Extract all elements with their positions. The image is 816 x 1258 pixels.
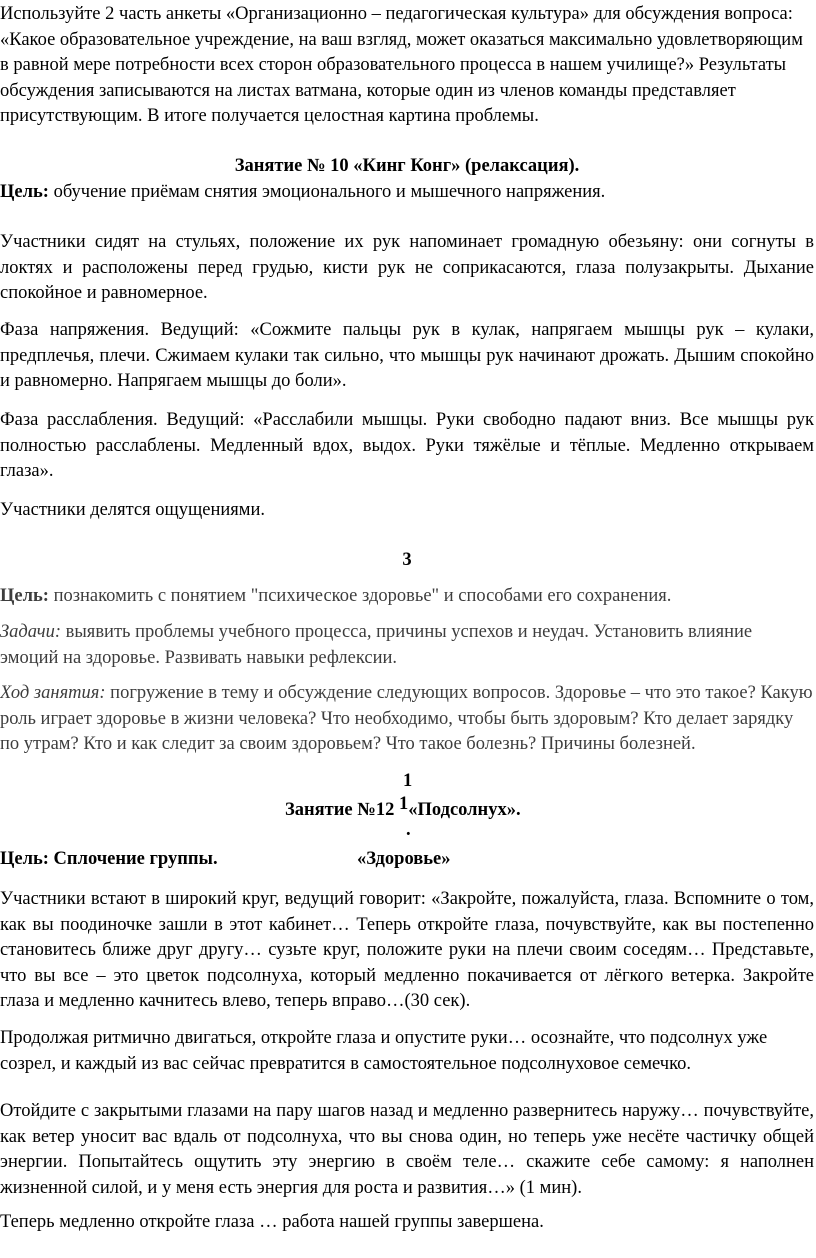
lesson12-goal: Цель: Сплочение группы. xyxy=(0,849,218,869)
goal-label: Цель: xyxy=(0,182,49,202)
goal-text: познакомить с понятием "психическое здоровье" и способами его сохранения. xyxy=(48,586,672,606)
tasks-label: Задачи: xyxy=(0,622,62,642)
lesson12-paragraph-4: Теперь медленно откройте глаза … работа нашей группы завершена. xyxy=(0,1212,544,1232)
goal-text: обучение приёмам снятия эмоционального и мышечного напряжения. xyxy=(48,182,606,202)
overlay-number-one-inline: 1 xyxy=(398,794,409,814)
course-text: погружение в тему и обсуждение следующих вопросов. Здоровье – что это такое? Какую роль играет здоровье в жизни человека? Что необходимо, чтобы быть здоровым? Кто делает зарядку по утрам? Кто и как следит за своим здоровьем? Что такое болезнь? Причины болезней. xyxy=(0,683,813,754)
overlay-health-label: «Здоровье» xyxy=(357,849,451,869)
lesson10-title: Занятие № 10 «Кинг Конг» (релаксация). xyxy=(234,156,580,176)
lesson10-paragraph-1: Участники сидят на стульях, положение их рук напоминает громадную обезьяну: они согнуты в локтях и расположены перед грудью, кисти рук не соприкасаются, глаза полузакрыты. Дыхание спокойное и равномерное. xyxy=(0,232,814,303)
lesson12-paragraph-3: Отойдите с закрытыми глазами на пару шагов назад и медленно развернитесь наружу… почувствуйте, как ветер уносит вас вдаль от подсолнуха, что вы снова один, но теперь уже несёте частичку общей энергии. Попытайтесь ощутить эту энергию в своём теле… скажите себе самому: я наполнен жизненной силой, и у меня есть энергия для роста и развития…» (1 мин). xyxy=(0,1101,814,1198)
course-label: Ход занятия: xyxy=(0,683,106,703)
intro-paragraph: Используйте 2 часть анкеты «Организационно – педагогическая культура» для обсуждения вопроса: «Какое образовательное учреждение, на ваш взгляд, может оказаться максимально удовлетворяющим в равной мере потребности всех сторон образовательного процесса в нашем училище?» Результаты обсуждения записываются на листах ватмана, которые один из членов команды представляет присутствующим. В итоге получается целостная картина проблемы. xyxy=(0,4,803,126)
section3-goal xyxy=(0,584,814,610)
lesson10-paragraph-4: Участники делятся ощущениями. xyxy=(0,500,265,520)
goal-label: Цель: xyxy=(0,586,49,606)
section-number: 3 xyxy=(402,550,412,570)
lesson12-title xyxy=(285,794,521,824)
section3-tasks xyxy=(0,620,814,671)
tasks-text: выявить проблемы учебного процесса, причины успехов и неудач. Установить влияние эмоций на здоровье. Развивать навыки рефлексии. xyxy=(0,622,753,668)
overlay-dot: . xyxy=(406,820,411,840)
lesson12-title-end: «Подсолнух». xyxy=(408,800,521,820)
lesson10-goal xyxy=(0,180,814,206)
section3-course xyxy=(0,681,814,758)
overlay-number-one: 1 xyxy=(403,771,413,791)
lesson12-paragraph-1: Участники встают в широкий круг, ведущий говорит: «Закройте, пожалуйста, глаза. Вспомните о том, как вы поодиночке зашли в этот кабинет… Теперь откройте глаза, почувствуйте, как вы постепенно становитесь ближе друг другу… сузьте круг, положите руки на плечи своим соседям… Представьте, что вы все – это цветок подсолнуха, который медленно покачивается от лёгкого ветерка. Закройте глаза и медленно качнитесь влево, теперь вправо…(30 сек). xyxy=(0,889,814,1011)
lesson10-paragraph-2: Фаза напряжения. Ведущий: «Сожмите пальцы рук в кулак, напрягаем мышцы рук – кулаки, предплечья, плечи. Сжимаем кулаки так сильно, что мышцы рук начинают дрожать. Дышим спокойно и равномерно. Напрягаем мышцы до боли». xyxy=(0,320,814,391)
lesson12-title-start: Занятие №12 xyxy=(285,800,399,820)
lesson12-paragraph-2: Продолжая ритмично двигаться, откройте глаза и опустите руки… осознайте, что подсолнух уже созрел, и каждый из вас сейчас превратится в самостоятельное подсолнуховое семечко. xyxy=(0,1028,768,1074)
lesson10-paragraph-3: Фаза расслабления. Ведущий: «Расслабили мышцы. Руки свободно падают вниз. Все мышцы рук полностью расслаблены. Медленный вдох, выдох. Руки тяжёлые и тёплые. Медленно открываем глаза». xyxy=(0,410,814,481)
